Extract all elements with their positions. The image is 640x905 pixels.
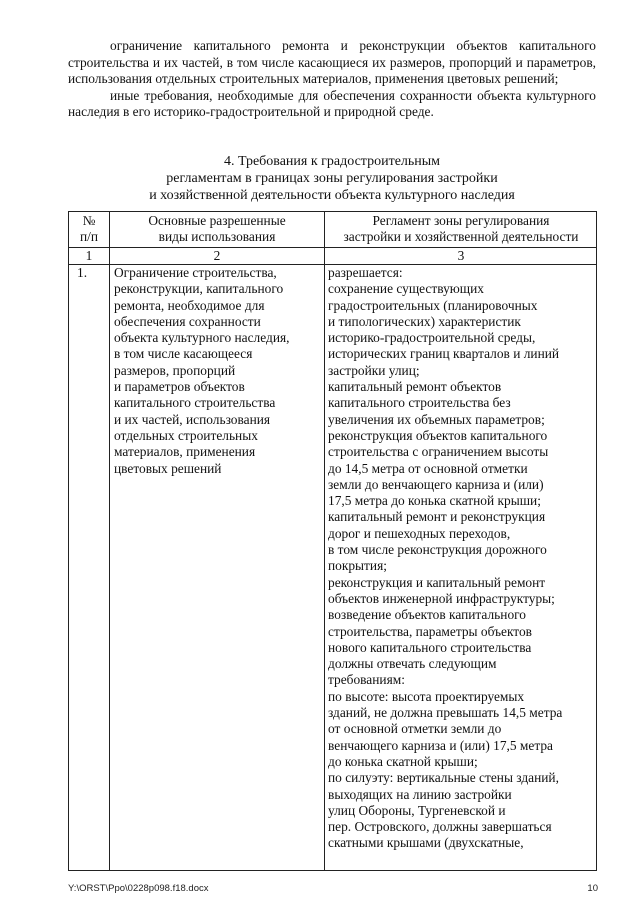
header-line: Основные разрешенные bbox=[148, 213, 286, 228]
column-divider bbox=[109, 212, 110, 870]
cell-text-line: отдельных строительных bbox=[114, 427, 258, 443]
allowed-uses-cell bbox=[114, 265, 322, 477]
column-number: 1 bbox=[85, 248, 93, 263]
cell-text-line: материалов, применения bbox=[114, 444, 256, 460]
header-line: виды использования bbox=[158, 229, 276, 245]
cell-text-line: обеспечения сохранности bbox=[114, 313, 261, 329]
header-uses bbox=[110, 213, 324, 246]
cell-text-line: и параметров объектов bbox=[114, 379, 245, 395]
cell-text-line: разрешается: bbox=[328, 265, 403, 280]
cell-text-line: выходящих на линию застройки bbox=[328, 786, 512, 802]
intro-text bbox=[68, 38, 596, 121]
header-line: застройки и хозяйственной деятельности bbox=[343, 229, 579, 245]
column-number: 2 bbox=[213, 248, 221, 263]
regulation-table bbox=[68, 211, 597, 871]
cell-text-line: реконструкции, капитального bbox=[114, 281, 284, 297]
section-title bbox=[68, 153, 596, 204]
footer-file-path: Y:\ORST\Ppo\0228p098.f18.docx bbox=[68, 883, 209, 894]
cell-text-line: строительства с ограничением высоты bbox=[328, 444, 549, 460]
header-line: п/п bbox=[79, 229, 99, 245]
cell-text-line: Ограничение строительства, bbox=[114, 265, 277, 280]
cell-text-line: дорог и пешеходных переходов, bbox=[328, 525, 511, 541]
cell-text-line: капитальный ремонт и реконструкция bbox=[328, 509, 546, 525]
cell-text-line: объекта культурного наследия, bbox=[114, 330, 290, 346]
cell-text-line: строительства, параметры объектов bbox=[328, 623, 532, 639]
cell-text-line: пер. Островского, должны завершаться bbox=[328, 819, 552, 835]
cell-text-line: капитального строительства без bbox=[328, 395, 511, 411]
cell-text-line: зданий, не должна превышать 14,5 метра bbox=[328, 705, 563, 721]
header-line: № bbox=[82, 213, 96, 228]
cell-text-line: градостроительных (планировочных bbox=[328, 297, 538, 313]
cell-text-line: и типологических) характеристик bbox=[328, 313, 521, 329]
cell-text-line: в том числе касающееся bbox=[114, 346, 253, 362]
cell-text-line: нового капитального строительства bbox=[328, 639, 532, 655]
section-title-line: регламентам в границах зоны регулирования застройки bbox=[166, 171, 498, 186]
cell-text-line: увеличения их объемных параметров; bbox=[328, 411, 545, 427]
header-line: Регламент зоны регулирования bbox=[372, 213, 550, 228]
cell-text-line: до конька скатной крыши; bbox=[328, 753, 478, 769]
cell-text-line: и их частей, использования bbox=[114, 411, 271, 427]
cell-text-line: скатными крышами (двухскатные, bbox=[328, 835, 524, 851]
cell-text-line: реконструкция объектов капитального bbox=[328, 427, 548, 443]
cell-text-line: покрытия; bbox=[328, 558, 387, 574]
cell-text-line: ремонта, необходимое для bbox=[114, 297, 265, 313]
section-title-line: и хозяйственной деятельности объекта культурного наследия bbox=[149, 188, 515, 203]
column-divider bbox=[324, 212, 325, 870]
cell-text-line: историко-градостроительной среды, bbox=[328, 330, 536, 346]
column-number: 3 bbox=[457, 248, 465, 263]
cell-text-line: по силуэту: вертикальные стены зданий, bbox=[328, 770, 559, 786]
cell-text-line: возведение объектов капитального bbox=[328, 607, 527, 623]
cell-text-line: объектов инженерной инфраструктуры; bbox=[328, 590, 555, 606]
cell-text-line: реконструкция и капитальный ремонт bbox=[328, 574, 546, 590]
intro-paragraph-1: ограничение капитального ремонта и реконструкции объектов капитального строительства и их частей, в том числе касающиеся их размеров, пропорций и параметров, использования отдельных строительных материалов, применения цветовых решений; bbox=[68, 38, 596, 86]
regulation-cell bbox=[328, 265, 596, 852]
cell-text-line: размеров, пропорций bbox=[114, 362, 236, 378]
cell-text-line: цветовых решений bbox=[114, 460, 222, 476]
cell-text-line: венчающего карниза и (или) 17,5 метра bbox=[328, 737, 553, 753]
cell-text-line: земли до венчающего карниза и (или) bbox=[328, 476, 544, 492]
header-regulation bbox=[325, 213, 597, 246]
section-title-line: 4. Требования к градостроительным bbox=[223, 154, 441, 169]
cell-text-line: по высоте: высота проектируемых bbox=[328, 688, 525, 704]
header-number bbox=[69, 213, 109, 246]
cell-text-line: капитального строительства bbox=[114, 395, 276, 411]
cell-text-line: до 14,5 метра от основной отметки bbox=[328, 460, 528, 476]
row-number: 1. bbox=[77, 265, 88, 280]
cell-text-line: должны отвечать следующим bbox=[328, 656, 497, 672]
cell-text-line: капитальный ремонт объектов bbox=[328, 379, 502, 395]
footer-page-number: 10 bbox=[587, 883, 598, 894]
cell-text-line: сохранение существующих bbox=[328, 281, 484, 297]
cell-text-line: в том числе реконструкция дорожного bbox=[328, 542, 547, 558]
cell-text-line: исторических границ кварталов и линий bbox=[328, 346, 560, 362]
cell-text-line: 17,5 метра до конька скатной крыши; bbox=[328, 493, 541, 509]
cell-text-line: улиц Обороны, Тургеневской и bbox=[328, 802, 506, 818]
cell-text-line: от основной отметки земли до bbox=[328, 721, 502, 737]
cell-text-line: застройки улиц; bbox=[328, 362, 420, 378]
intro-paragraph-2: иные требования, необходимые для обеспечения сохранности объекта культурного наследия в его историко-градостроительной и природной среде. bbox=[68, 87, 596, 119]
cell-text-line: требованиям: bbox=[328, 672, 405, 688]
